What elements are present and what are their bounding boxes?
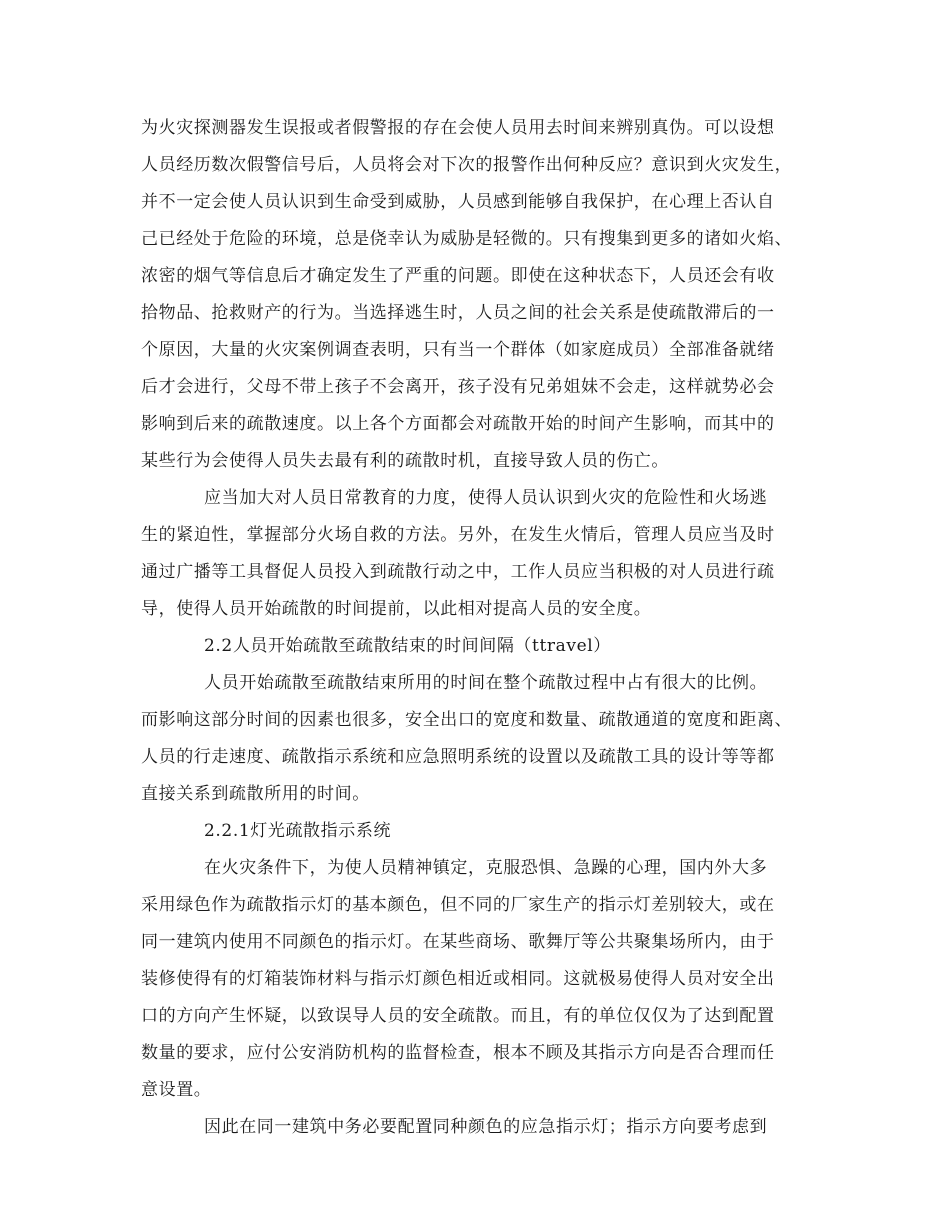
body-text-line: 同一建筑内使用不同颜色的指示灯。在某些商场、歌舞厅等公共聚集场所内，由于 bbox=[141, 932, 775, 952]
body-text-line: 个原因，大量的火灾案例调查表明，只有当一个群体（如家庭成员）全部准备就绪 bbox=[141, 340, 775, 360]
paragraph-first-line: 人员开始疏散至疏散结束所用的时间在整个疏散过程中占有很大的比例。 bbox=[204, 673, 768, 693]
section-heading: 2.2人员开始疏散至疏散结束的时间间隔（ttravel） bbox=[204, 636, 611, 656]
body-text-line: 拾物品、抢救财产的行为。当选择逃生时，人员之间的社会关系是使疏散滞后的一 bbox=[141, 303, 775, 323]
body-text-line: 人员经历数次假警信号后，人员将会对下次的报警作出何种反应？意识到火灾发生， bbox=[141, 155, 793, 175]
body-text-line: 采用绿色作为疏散指示灯的基本颜色，但不同的厂家生产的指示灯差别较大，或在 bbox=[141, 895, 775, 915]
body-text-line: 意设置。 bbox=[141, 1080, 212, 1100]
subsection-heading: 2.2.1灯光疏散指示系统 bbox=[204, 821, 392, 841]
body-text-line: 导，使得人员开始疏散的时间提前，以此相对提高人员的安全度。 bbox=[141, 599, 652, 619]
paragraph-first-line: 应当加大对人员日常教育的力度，使得人员认识到火灾的危险性和火场逃 bbox=[204, 488, 768, 508]
body-text-line: 人员的行走速度、疏散指示系统和应急照明系统的设置以及疏散工具的设计等等都 bbox=[141, 747, 775, 767]
body-text-line: 直接关系到疏散所用的时间。 bbox=[141, 784, 370, 804]
paragraph-first-line: 在火灾条件下，为使人员精神镇定，克服恐惧、急躁的心理，国内外大多 bbox=[204, 858, 768, 878]
body-text-line: 己已经处于危险的环境，总是侥幸认为威胁是轻微的。只有搜集到更多的诸如火焰、 bbox=[141, 229, 793, 249]
body-text-line: 口的方向产生怀疑，以致误导人员的安全疏散。而且，有的单位仅仅为了达到配置 bbox=[141, 1006, 775, 1026]
body-text-line: 影响到后来的疏散速度。以上各个方面都会对疏散开始的时间产生影响，而其中的 bbox=[141, 414, 775, 434]
body-text-line: 浓密的烟气等信息后才确定发生了严重的问题。即使在这种状态下，人员还会有收 bbox=[141, 266, 775, 286]
body-text-line: 后才会进行，父母不带上孩子不会离开，孩子没有兄弟姐妹不会走，这样就势必会 bbox=[141, 377, 775, 397]
body-text-line: 并不一定会使人员认识到生命受到威胁，人员感到能够自我保护，在心理上否认自 bbox=[141, 192, 775, 212]
body-text-line: 数量的要求，应付公安消防机构的监督检查，根本不顾及其指示方向是否合理而任 bbox=[141, 1043, 775, 1063]
body-text-line: 某些行为会使得人员失去最有利的疏散时机，直接导致人员的伤亡。 bbox=[141, 451, 669, 471]
body-text-line: 通过广播等工具督促人员投入到疏散行动之中，工作人员应当积极的对人员进行疏 bbox=[141, 562, 775, 582]
body-text-line: 装修使得有的灯箱装饰材料与指示灯颜色相近或相同。这就极易使得人员对安全出 bbox=[141, 969, 775, 989]
body-text-line: 为火灾探测器发生误报或者假警报的存在会使人员用去时间来辨别真伪。可以设想 bbox=[141, 118, 775, 138]
paragraph-first-line: 因此在同一建筑中务必要配置同种颜色的应急指示灯；指示方向要考虑到 bbox=[204, 1117, 768, 1137]
body-text-line: 而影响这部分时间的因素也很多，安全出口的宽度和数量、疏散通道的宽度和距离、 bbox=[141, 710, 793, 730]
body-text-line: 生的紧迫性，掌握部分火场自救的方法。另外，在发生火情后，管理人员应当及时 bbox=[141, 525, 775, 545]
